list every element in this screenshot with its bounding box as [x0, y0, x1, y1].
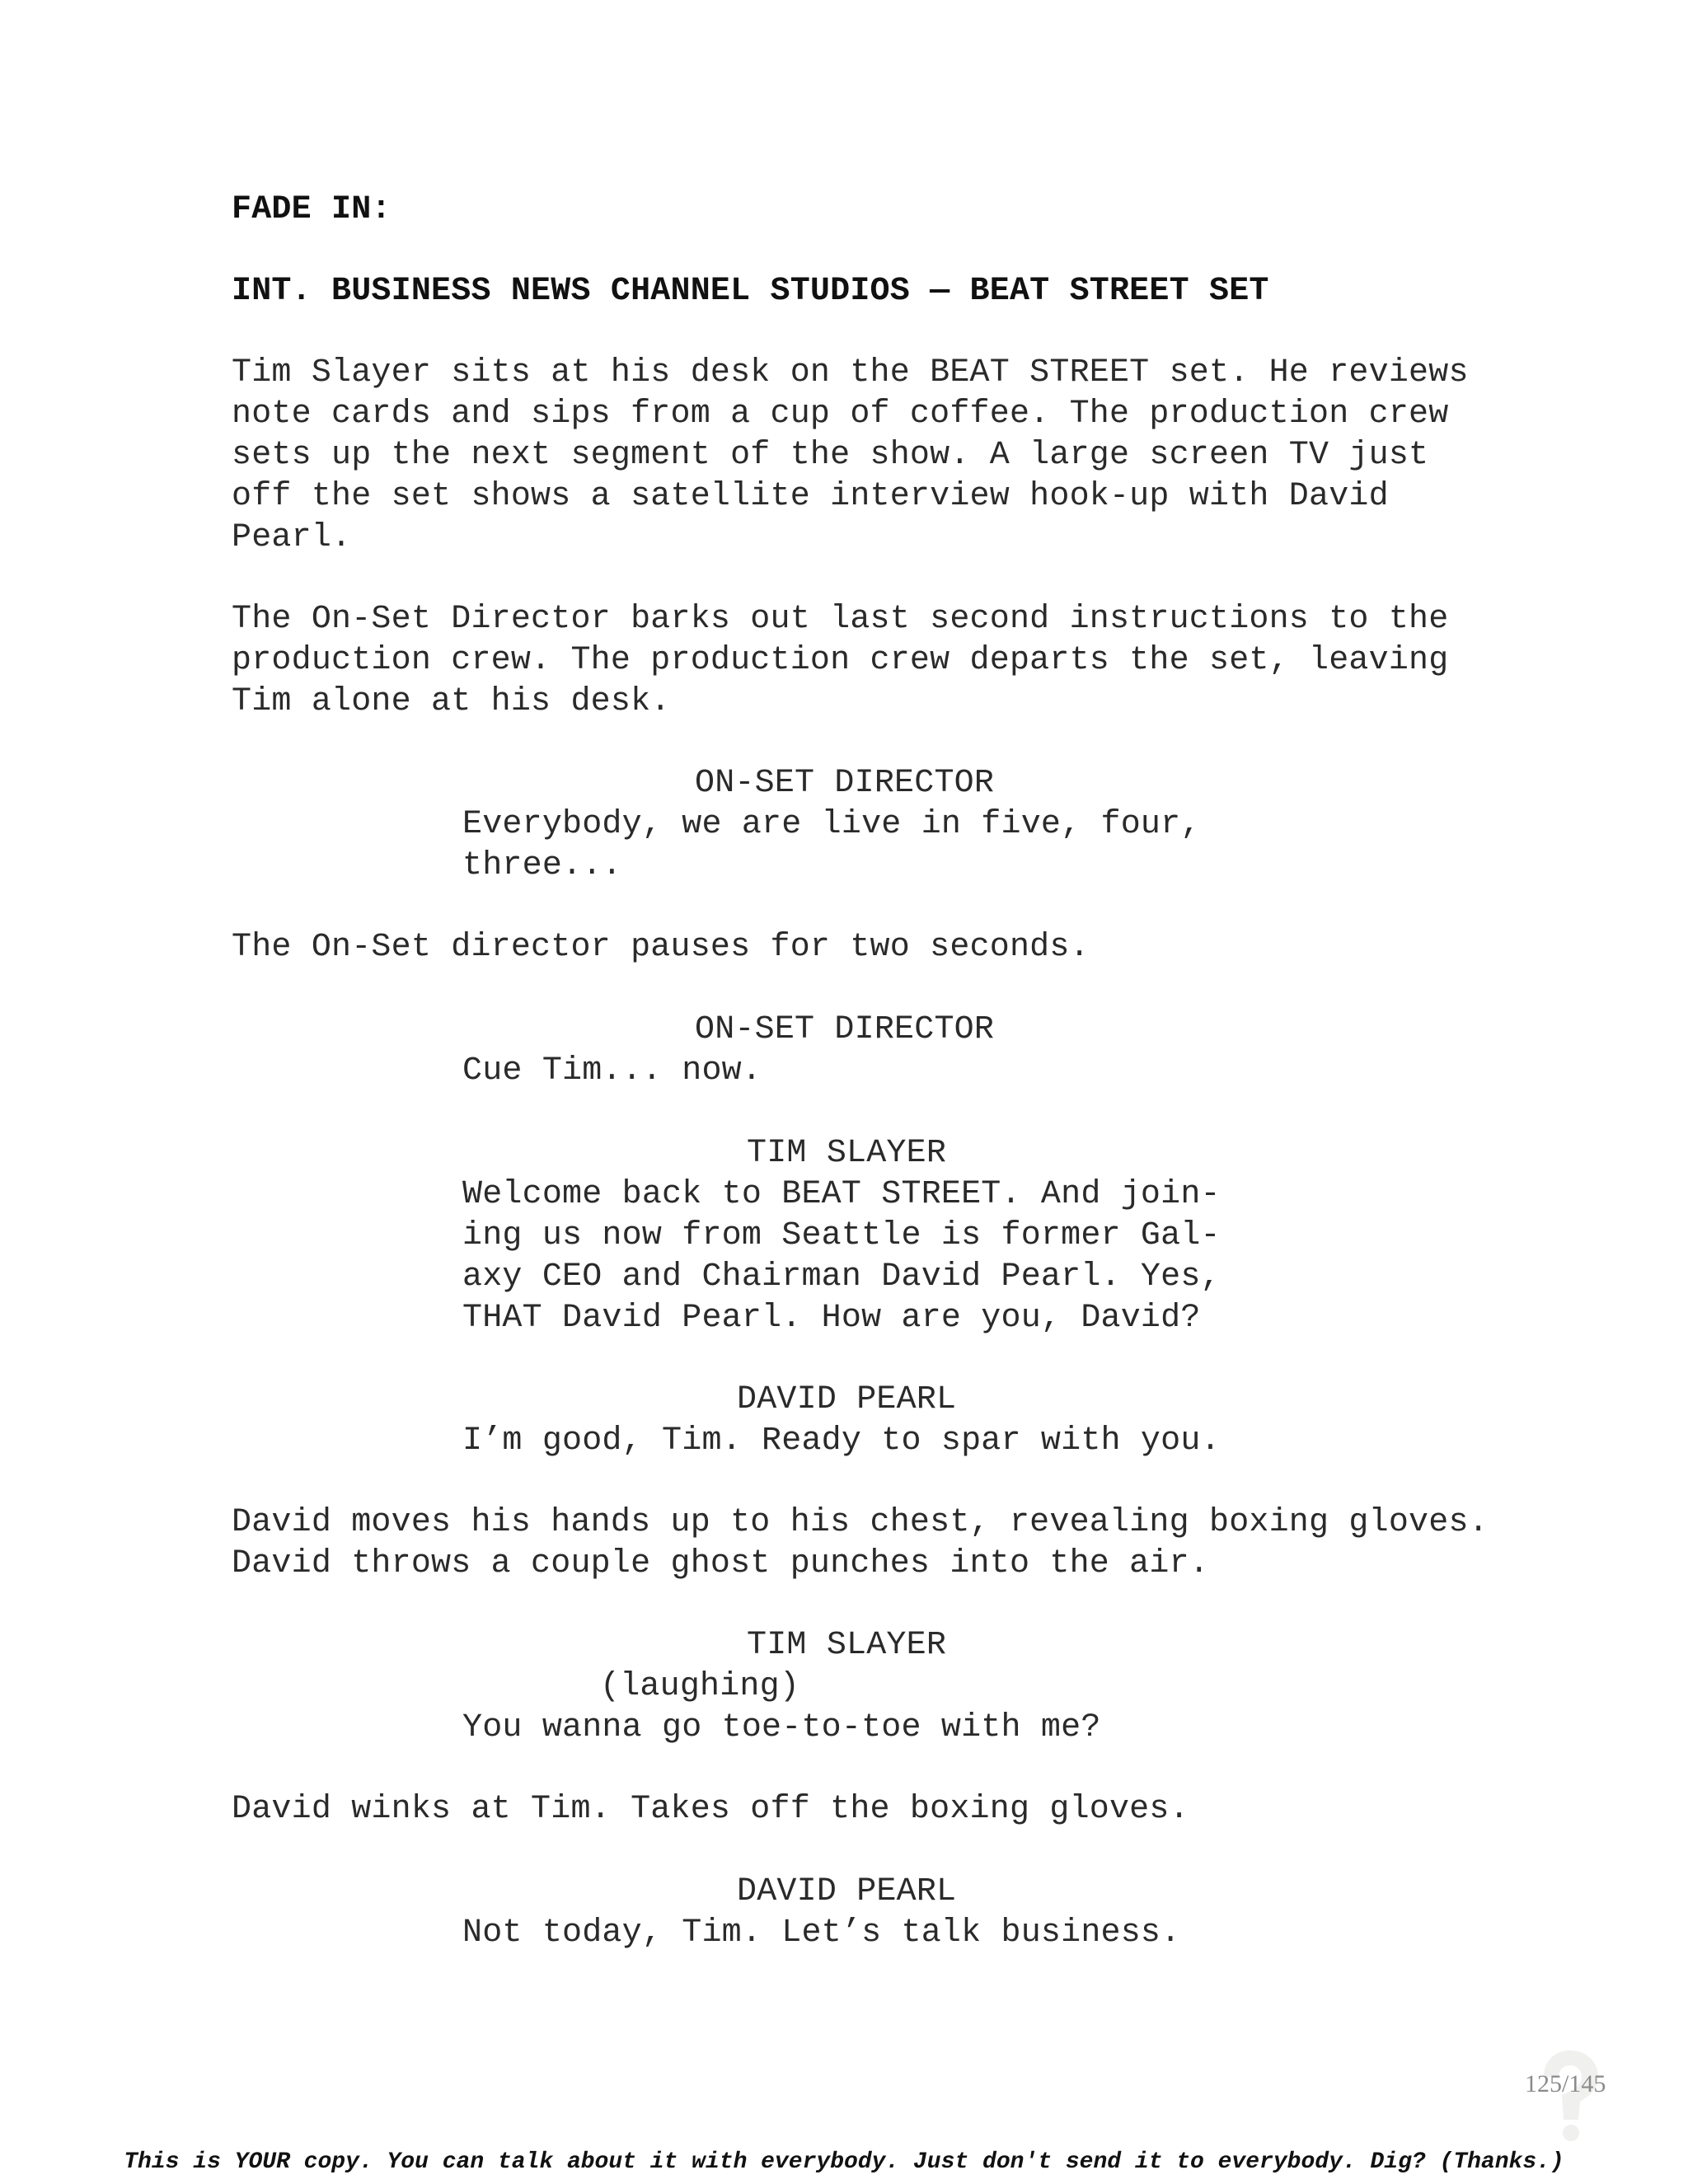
- dialogue: Everybody, we are live in five, four, three...: [462, 806, 1201, 884]
- action-paragraph: The On-Set director pauses for two seconds.: [232, 929, 1090, 966]
- character-name: TIM SLAYER: [747, 1627, 947, 1664]
- dialogue: Welcome back to BEAT STREET. And join- ing us now from Seattle is former Gal- axy CEO and Chairman David Pearl. Yes, THAT David Pearl. How are you, David?: [462, 1176, 1221, 1337]
- scene-heading: INT. BUSINESS NEWS CHANNEL STUDIOS — BEAT STREET SET: [232, 273, 1269, 310]
- transition: FADE IN:: [232, 191, 392, 228]
- character-name: ON-SET DIRECTOR: [695, 765, 995, 802]
- character-name: ON-SET DIRECTOR: [695, 1011, 995, 1048]
- page-number: 125/145: [1525, 2070, 1606, 2097]
- parenthetical: (laughing): [600, 1668, 800, 1705]
- footer-notice: This is YOUR copy. You can talk about it with everybody. Just don't send it to everybody. Dig? (Thanks.): [124, 2149, 1564, 2175]
- action-paragraph: David winks at Tim. Takes off the boxing gloves.: [232, 1791, 1189, 1828]
- character-name: TIM SLAYER: [747, 1135, 947, 1172]
- dialogue: You wanna go toe-to-toe with me?: [462, 1709, 1101, 1746]
- character-name: DAVID PEARL: [737, 1381, 957, 1418]
- action-paragraph: Tim Slayer sits at his desk on the BEAT STREET set. He reviews note cards and sips from a cup of coffee. The production crew sets up the next segment of the show. A large screen TV just off the set shows a satellite interview hook-up with David Pearl.: [232, 354, 1469, 556]
- dialogue: Not today, Tim. Let’s talk business.: [462, 1915, 1181, 1952]
- dialogue: Cue Tim... now.: [462, 1052, 762, 1090]
- dialogue: I’m good, Tim. Ready to spar with you.: [462, 1422, 1221, 1460]
- action-paragraph: David moves his hands up to his chest, revealing boxing gloves. David throws a couple ghost punches into the air.: [232, 1504, 1489, 1582]
- action-paragraph: The On-Set Director barks out last second instructions to the production crew. The production crew departs the set, leaving Tim alone at his desk.: [232, 601, 1449, 720]
- character-name: DAVID PEARL: [737, 1873, 957, 1910]
